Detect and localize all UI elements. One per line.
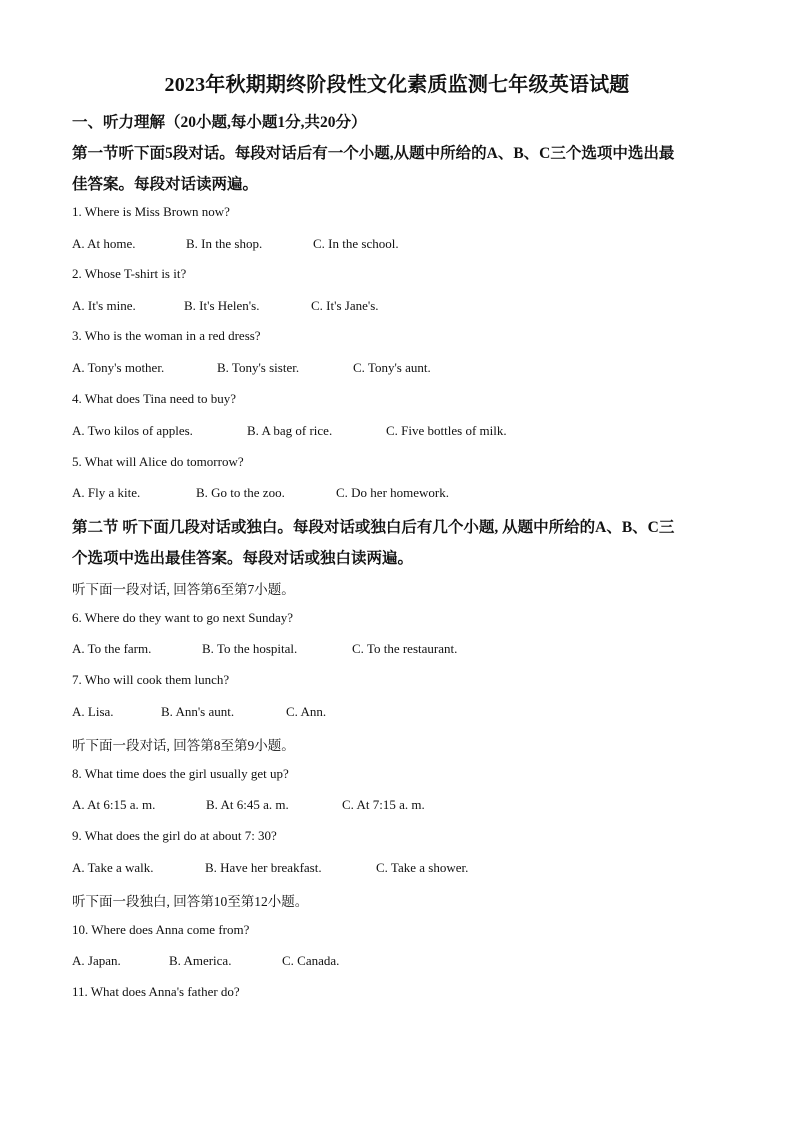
listening-instruction-10-12: 听下面一段独白, 回答第10至第12小题。 [72, 894, 309, 909]
option-a[interactable]: A. At home. [72, 236, 136, 251]
question-10: 10. Where does Anna come from? [72, 922, 250, 937]
option-b[interactable]: B. A bag of rice. [247, 423, 333, 438]
page-title: 2023年秋期期终阶段性文化素质监测七年级英语试题 [164, 74, 630, 96]
option-c[interactable]: C. Do her homework. [336, 485, 450, 500]
section2-instruction-line2: 个选项中选出最佳答案。每段对话或独白读两遍。 [72, 550, 414, 567]
option-c[interactable]: C. It's Jane's. [311, 298, 379, 313]
question-7: 7. Who will cook them lunch? [72, 672, 230, 687]
option-b[interactable]: B. America. [169, 953, 232, 968]
option-a[interactable]: A. Tony's mother. [72, 360, 165, 375]
option-b[interactable]: B. Go to the zoo. [196, 485, 285, 500]
option-a[interactable]: A. Japan. [72, 953, 121, 968]
option-a[interactable]: A. Fly a kite. [72, 485, 141, 500]
option-c[interactable]: C. At 7:15 a. m. [342, 797, 425, 812]
option-c[interactable]: C. Tony's aunt. [353, 360, 431, 375]
option-b[interactable]: B. Ann's aunt. [161, 704, 235, 719]
option-c[interactable]: C. Five bottles of milk. [386, 423, 507, 438]
section2-instruction-line1: 第二节 听下面几段对话或独白。每段对话或独白后有几个小题, 从题中所给的A、B、C三 [72, 519, 675, 536]
option-c[interactable]: C. Ann. [286, 704, 327, 719]
option-c[interactable]: C. In the school. [313, 236, 399, 251]
section1-instruction-line1: 第一节听下面5段对话。每段对话后有一个小题,从题中所给的A、B、C三个选项中选出最 [72, 145, 675, 162]
question-11: 11. What does Anna's father do? [72, 984, 240, 999]
option-b[interactable]: B. In the shop. [186, 236, 263, 251]
option-a[interactable]: A. Lisa. [72, 704, 114, 719]
question-9: 9. What does the girl do at about 7: 30? [72, 828, 277, 843]
option-b[interactable]: B. At 6:45 a. m. [206, 797, 289, 812]
question-3: 3. Who is the woman in a red dress? [72, 328, 261, 343]
option-b[interactable]: B. Have her breakfast. [205, 860, 322, 875]
question-6: 6. Where do they want to go next Sunday? [72, 610, 294, 625]
option-a[interactable]: A. To the farm. [72, 641, 152, 656]
question-4: 4. What does Tina need to buy? [72, 391, 237, 406]
option-b[interactable]: B. To the hospital. [202, 641, 298, 656]
option-a[interactable]: A. At 6:15 a. m. [72, 797, 156, 812]
option-c[interactable]: C. Take a shower. [376, 860, 469, 875]
part-heading: 一、听力理解（20小题,每小题1分,共20分） [72, 114, 367, 131]
listening-instruction-8-9: 听下面一段对话, 回答第8至第9小题。 [72, 738, 295, 753]
option-a[interactable]: A. Take a walk. [72, 860, 154, 875]
listening-instruction-6-7: 听下面一段对话, 回答第6至第7小题。 [72, 582, 295, 597]
option-c[interactable]: C. To the restaurant. [352, 641, 458, 656]
section1-instruction-line2: 佳答案。每段对话读两遍。 [72, 176, 259, 193]
question-2: 2. Whose T-shirt is it? [72, 266, 187, 281]
option-b[interactable]: B. Tony's sister. [217, 360, 300, 375]
option-a[interactable]: A. It's mine. [72, 298, 136, 313]
question-1: 1. Where is Miss Brown now? [72, 204, 230, 219]
option-a[interactable]: A. Two kilos of apples. [72, 423, 193, 438]
option-b[interactable]: B. It's Helen's. [184, 298, 260, 313]
question-5: 5. What will Alice do tomorrow? [72, 454, 244, 469]
question-8: 8. What time does the girl usually get up? [72, 766, 289, 781]
option-c[interactable]: C. Canada. [282, 953, 340, 968]
